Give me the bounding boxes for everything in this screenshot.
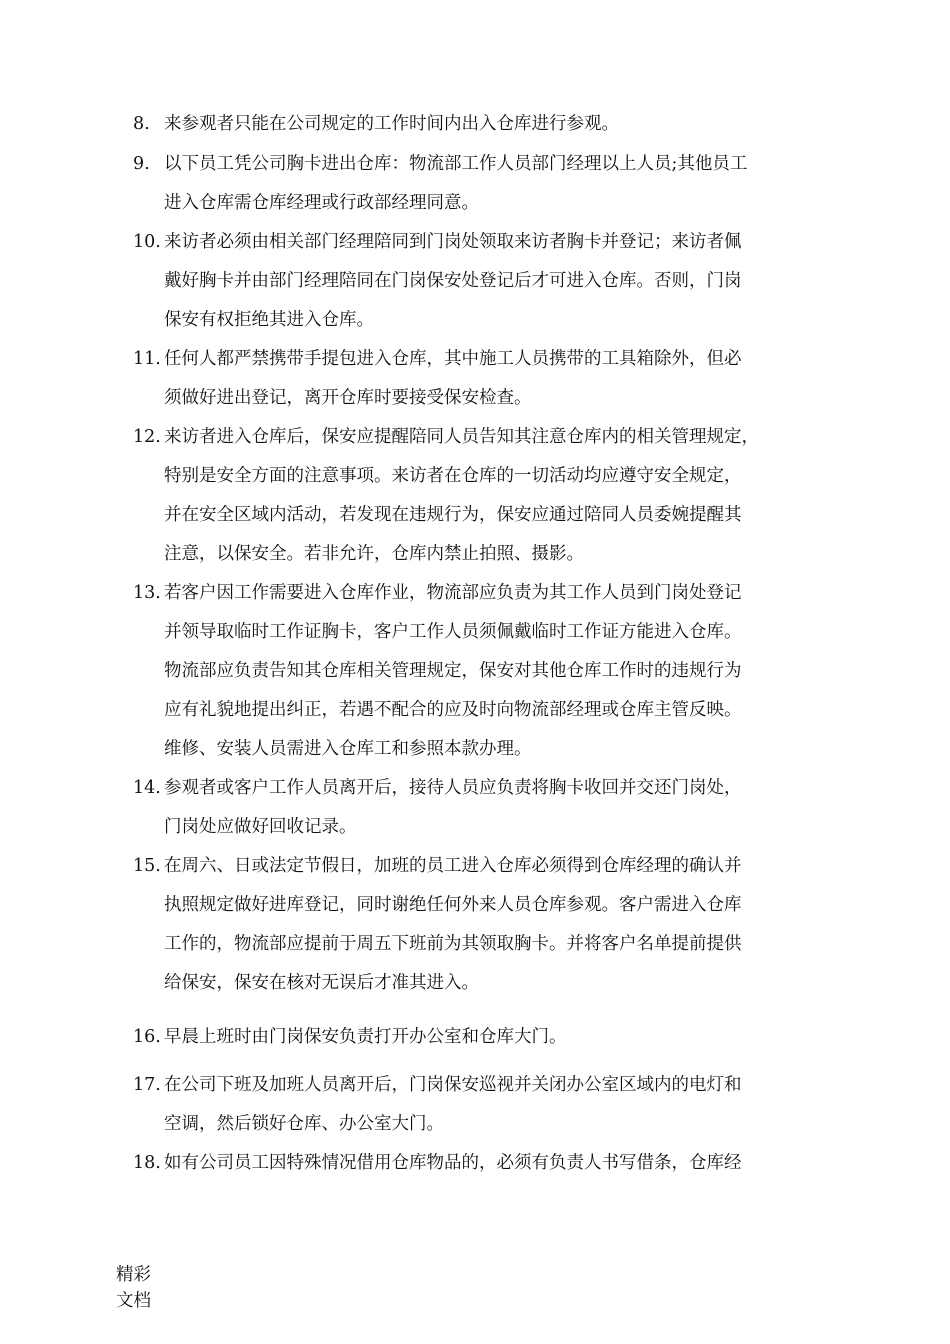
item-text-line: 在周六、日或法定节假日，加班的员工进入仓库必须得到仓库经理的确认并 xyxy=(164,856,742,876)
item-text-line: 若客户因工作需要进入仓库作业，物流部应负责为其工作人员到门岗处登记 xyxy=(164,583,742,603)
item-text-line: 给保安，保安在核对无误后才准其进入。 xyxy=(164,973,479,993)
item-number: 8. xyxy=(133,114,150,134)
item-number: 9. xyxy=(133,154,150,174)
item-text-line: 在公司下班及加班人员离开后，门岗保安巡视并关闭办公室区域内的电灯和 xyxy=(164,1075,742,1095)
item-text-line: 进入仓库需仓库经理或行政部经理同意。 xyxy=(164,193,479,213)
list-item xyxy=(133,145,873,223)
list-item xyxy=(133,223,873,340)
item-text-line: 来访者进入仓库后，保安应提醒陪同人员告知其注意仓库内的相关管理规定， xyxy=(164,427,759,447)
item-text-line: 须做好进出登记，离开仓库时要接受保安检查。 xyxy=(164,388,532,408)
footer-line-2: 文档 xyxy=(116,1291,151,1311)
item-text-line: 早晨上班时由门岗保安负责打开办公室和仓库大门。 xyxy=(164,1027,567,1047)
item-text-line: 特别是安全方面的注意事项。来访者在仓库的一切活动均应遵守安全规定， xyxy=(164,466,742,486)
item-text-line: 以下员工凭公司胸卡进出仓库：物流部工作人员部门经理以上人员;其他员工 xyxy=(164,154,748,174)
item-text-line: 维修、安装人员需进入仓库工和参照本款办理。 xyxy=(164,739,532,759)
list-item xyxy=(133,418,873,574)
item-text xyxy=(164,418,869,574)
item-number: 15. xyxy=(133,856,161,876)
item-text xyxy=(164,105,869,144)
list-item xyxy=(133,769,873,847)
list-item xyxy=(133,340,873,418)
item-text-line: 参观者或客户工作人员离开后，接待人员应负责将胸卡收回并交还门岗处， xyxy=(164,778,742,798)
item-text-line: 空调，然后锁好仓库、办公室大门。 xyxy=(164,1114,444,1134)
item-text-line: 戴好胸卡并由部门经理陪同在门岗保安处登记后才可进入仓库。否则，门岗 xyxy=(164,271,742,291)
list-item xyxy=(133,1018,873,1057)
item-text-line: 保安有权拒绝其进入仓库。 xyxy=(164,310,374,330)
item-number: 17. xyxy=(133,1075,161,1095)
item-text-line: 物流部应负责告知其仓库相关管理规定，保安对其他仓库工作时的违规行为 xyxy=(164,661,742,681)
item-number: 13. xyxy=(133,583,161,603)
item-text xyxy=(164,223,869,340)
item-number: 18. xyxy=(133,1153,161,1173)
list-item xyxy=(133,1066,873,1144)
item-number: 10. xyxy=(133,232,161,252)
item-text xyxy=(164,1066,869,1144)
list-item xyxy=(133,847,873,1003)
item-number: 11. xyxy=(133,349,161,369)
item-text xyxy=(164,1018,869,1057)
item-text-line: 应有礼貌地提出纠正，若遇不配合的应及时向物流部经理或仓库主管反映。 xyxy=(164,700,742,720)
item-text xyxy=(164,1144,869,1183)
footer-line-1: 精彩 xyxy=(116,1265,151,1285)
page-footer xyxy=(116,1262,151,1314)
list-item xyxy=(133,1144,873,1183)
item-text-line: 注意，以保安全。若非允许，仓库内禁止拍照、摄影。 xyxy=(164,544,584,564)
list-item xyxy=(133,105,873,144)
item-text xyxy=(164,340,869,418)
item-text-line: 来访者必须由相关部门经理陪同到门岗处领取来访者胸卡并登记；来访者佩 xyxy=(164,232,742,252)
item-text-line: 执照规定做好进库登记，同时谢绝任何外来人员仓库参观。客户需进入仓库 xyxy=(164,895,742,915)
item-text-line: 任何人都严禁携带手提包进入仓库，其中施工人员携带的工具箱除外，但必 xyxy=(164,349,742,369)
item-text-line: 并领导取临时工作证胸卡，客户工作人员须佩戴临时工作证方能进入仓库。 xyxy=(164,622,742,642)
item-number: 12. xyxy=(133,427,161,447)
item-text-line: 如有公司员工因特殊情况借用仓库物品的，必须有负责人书写借条，仓库经 xyxy=(164,1153,742,1173)
item-text-line: 并在安全区域内活动，若发现在违规行为，保安应通过陪同人员委婉提醒其 xyxy=(164,505,742,525)
item-number: 16. xyxy=(133,1027,161,1047)
item-number: 14. xyxy=(133,778,161,798)
item-text xyxy=(164,769,869,847)
list-item xyxy=(133,574,873,769)
item-text-line: 来参观者只能在公司规定的工作时间内出入仓库进行参观。 xyxy=(164,114,619,134)
item-text xyxy=(164,847,869,1003)
item-text-line: 门岗处应做好回收记录。 xyxy=(164,817,357,837)
item-text xyxy=(164,574,869,769)
item-text-line: 工作的，物流部应提前于周五下班前为其领取胸卡。并将客户名单提前提供 xyxy=(164,934,742,954)
item-text xyxy=(164,145,869,223)
